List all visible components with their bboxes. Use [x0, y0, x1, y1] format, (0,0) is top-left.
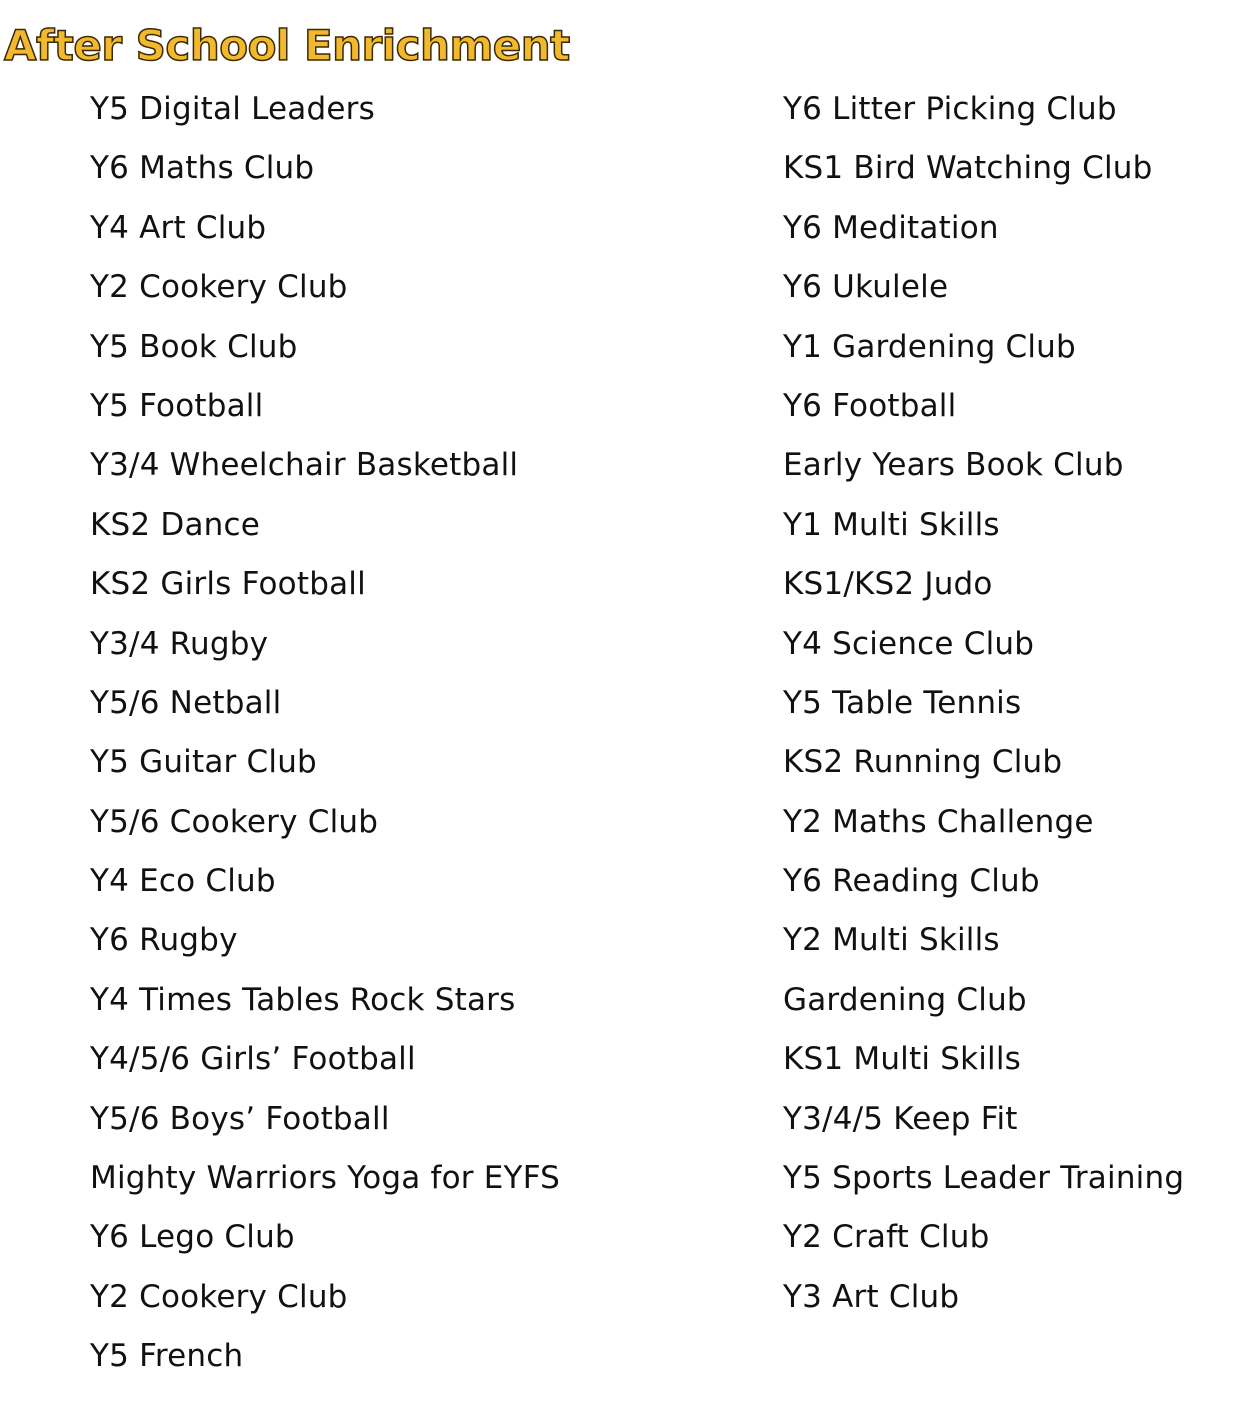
list-item: Gardening Club [783, 981, 1027, 1018]
list-item: Y5 Guitar Club [90, 744, 317, 781]
left-column-list [90, 80, 560, 1387]
list-item: Y4/5/6 Girls’ Football [90, 1041, 416, 1078]
list-item: Early Years Book Club [783, 447, 1124, 484]
list-item: KS1 Bird Watching Club [783, 150, 1153, 187]
list-item: KS2 Running Club [783, 744, 1063, 781]
list-item: Y5 Digital Leaders [90, 91, 375, 127]
list-item: Y5/6 Boys’ Football [90, 1100, 390, 1137]
list-item: Mighty Warriors Yoga for EYFS [90, 1160, 561, 1197]
right-column-list [783, 80, 1184, 1327]
list-item: Y3 Art Club [783, 1278, 960, 1315]
list-item: Y3/4/5 Keep Fit [783, 1100, 1018, 1137]
list-item: Y6 Ukulele [783, 269, 949, 306]
list-item: KS2 Girls Football [90, 566, 366, 603]
list-item: Y2 Cookery Club [90, 1278, 348, 1315]
list-item: KS2 Dance [90, 506, 261, 543]
list-item: Y6 Reading Club [783, 863, 1040, 900]
list-item: Y2 Craft Club [783, 1219, 990, 1256]
page-title: After School Enrichment [4, 21, 570, 70]
list-item: Y6 Football [783, 387, 957, 424]
list-item: Y2 Maths Challenge [783, 803, 1094, 840]
list-item: Y5 French [90, 1338, 244, 1375]
list-item: Y6 Rugby [90, 922, 238, 959]
list-item: Y1 Gardening Club [783, 328, 1076, 365]
list-item: Y6 Meditation [783, 209, 999, 246]
list-item: Y3/4 Rugby [90, 625, 269, 662]
list-item: Y4 Times Tables Rock Stars [90, 981, 516, 1018]
list-item: Y4 Science Club [783, 625, 1035, 662]
list-item: Y5 Book Club [90, 328, 298, 365]
list-item: Y5/6 Netball [90, 684, 282, 721]
list-item: Y5/6 Cookery Club [90, 803, 379, 840]
list-item: Y2 Multi Skills [783, 922, 1000, 959]
list-item: Y4 Art Club [90, 209, 267, 246]
list-item: KS1 Multi Skills [783, 1041, 1022, 1078]
list-item: Y1 Multi Skills [783, 506, 1000, 543]
list-item: KS1/KS2 Judo [783, 566, 993, 603]
list-item: Y6 Maths Club [90, 150, 315, 187]
list-item: Y5 Sports Leader Training [783, 1160, 1185, 1197]
list-item: Y2 Cookery Club [90, 269, 348, 306]
list-item: Y6 Litter Picking Club [783, 91, 1117, 127]
list-item: Y5 Table Tennis [783, 684, 1022, 721]
list-item: Y4 Eco Club [90, 863, 276, 900]
list-item: Y6 Lego Club [90, 1219, 295, 1256]
list-item: Y3/4 Wheelchair Basketball [90, 447, 519, 484]
list-item: Y5 Football [90, 387, 264, 424]
